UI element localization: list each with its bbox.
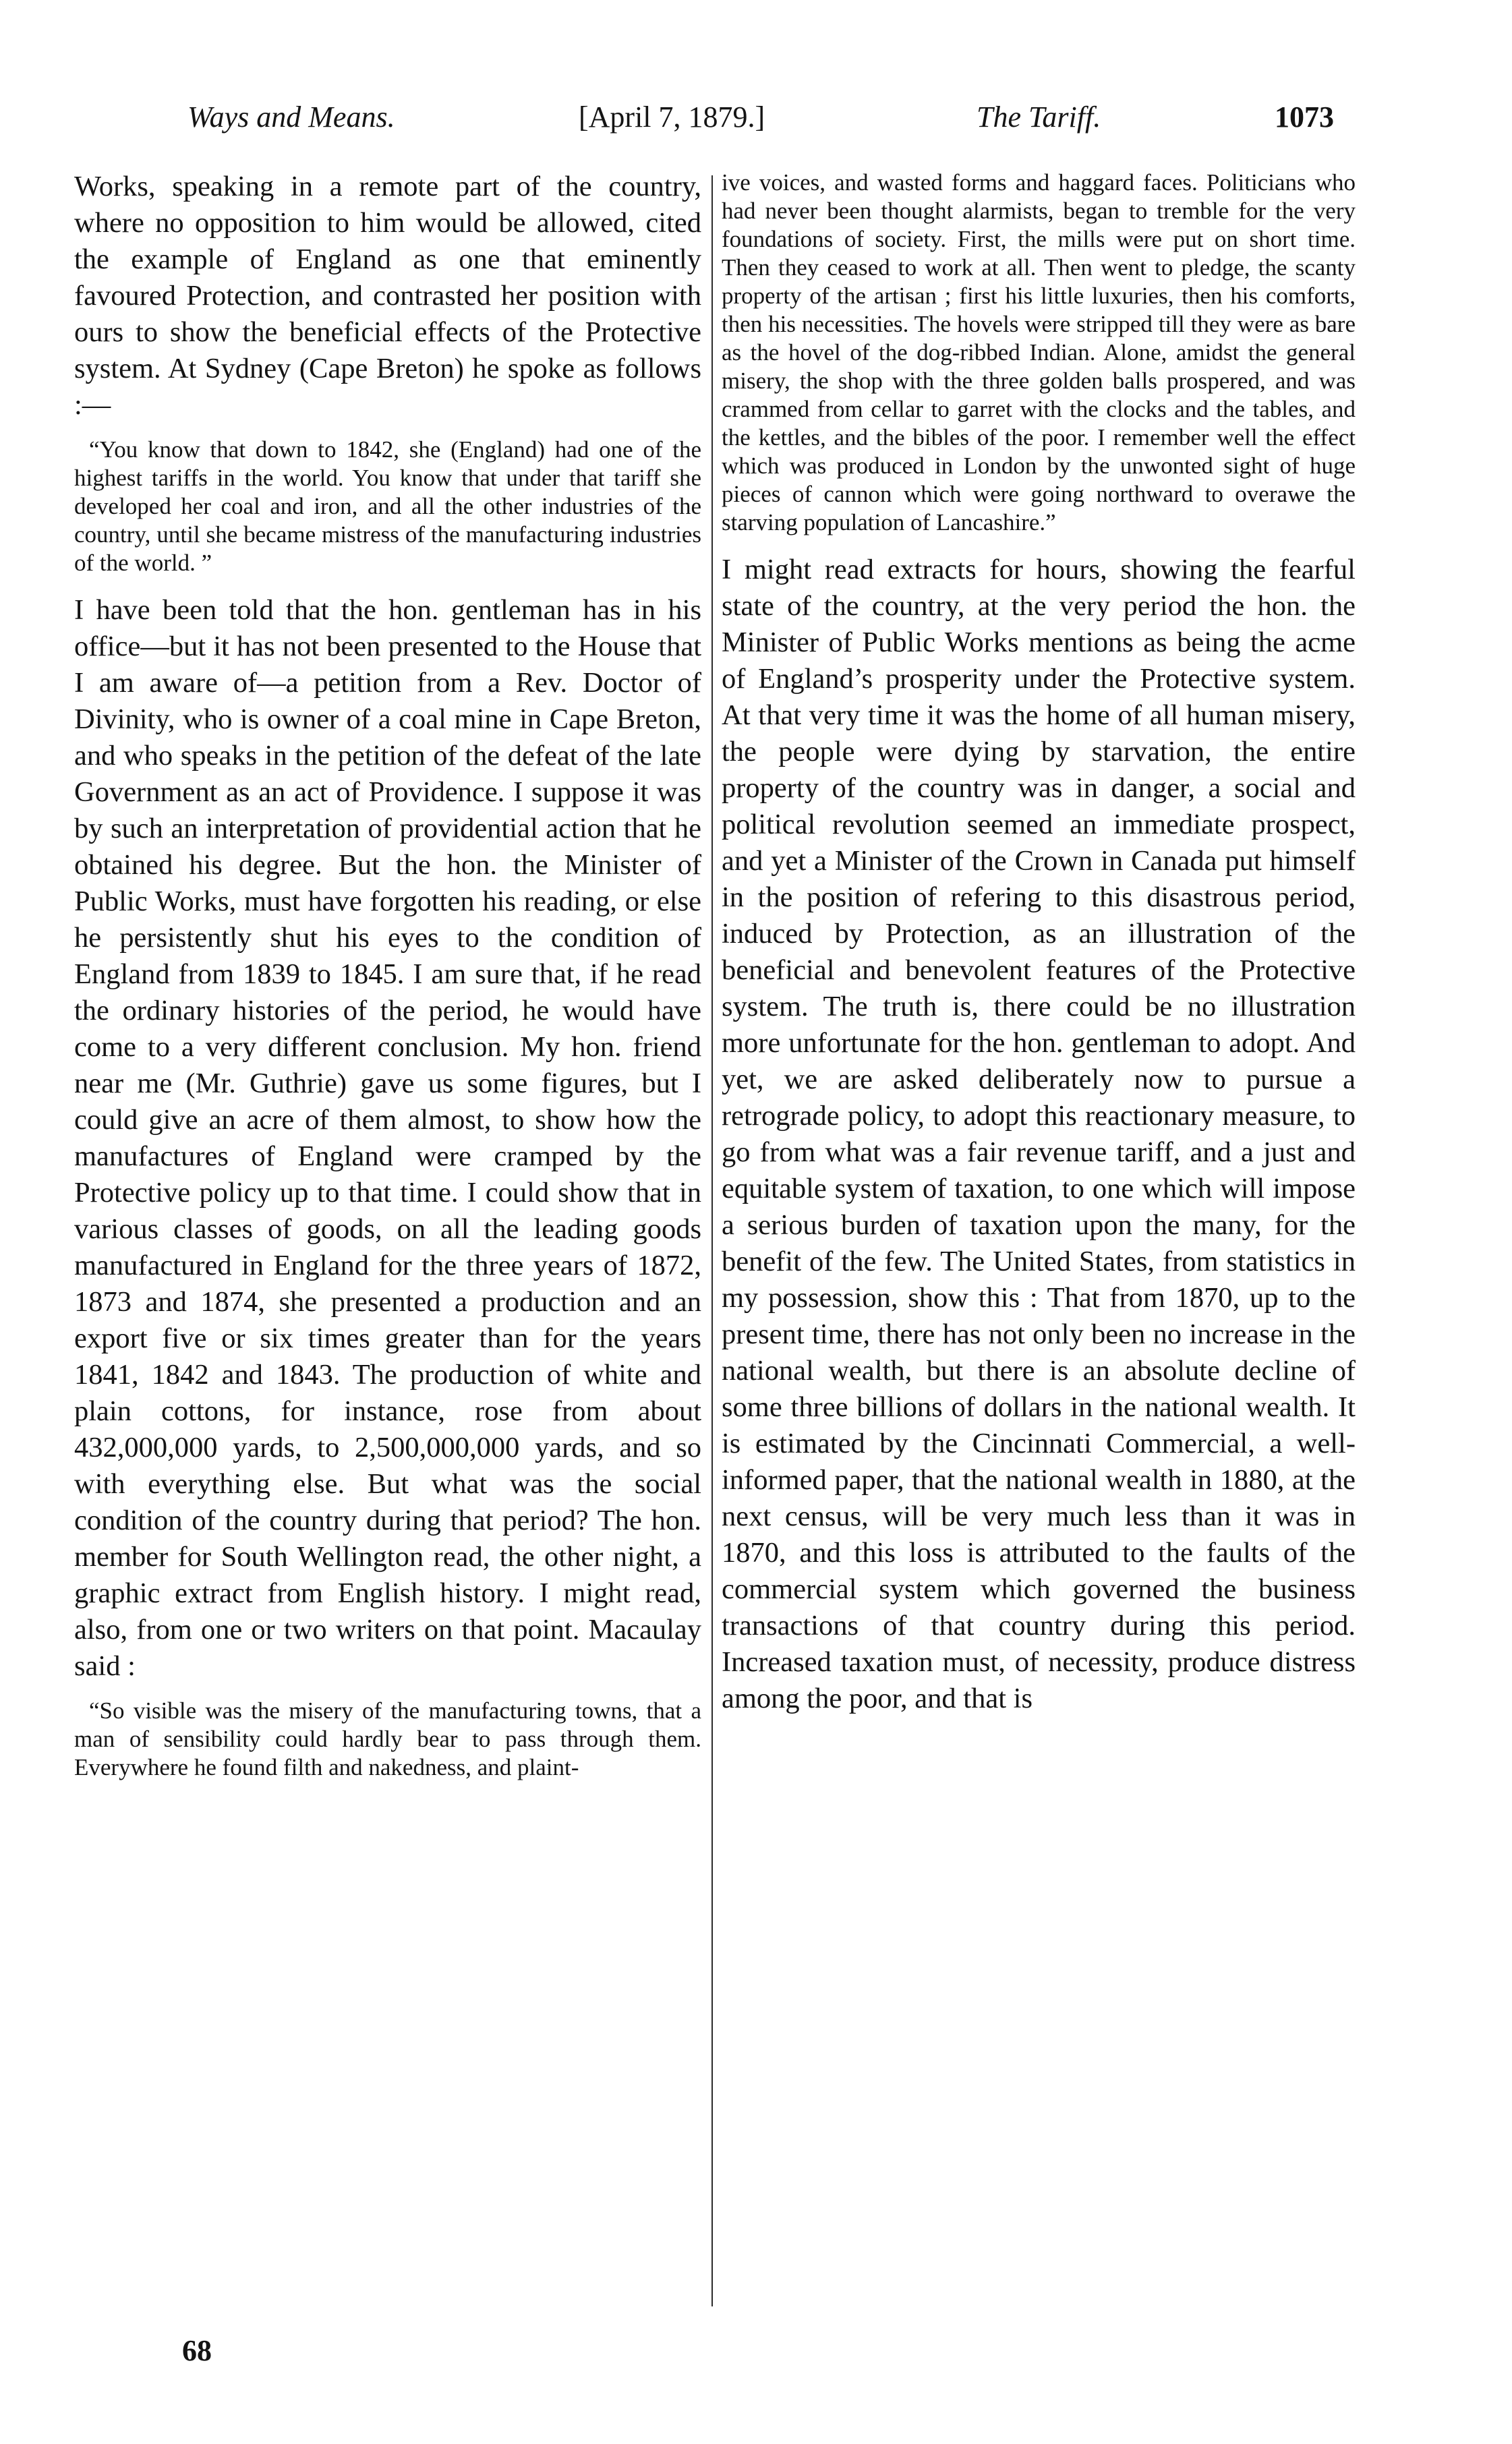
paragraph: I might read extracts for hours, showing the fearful state of the country, at the very period the hon. the Minister of Public Works mentions as being the acme of England’s prosperity under the Protective system. At that very time it was the home of all human misery, the people were dying by starvation, the entire property of the country was in danger, a social and political revolution seemed an immediate prospect, and yet a Minister of the Crown in Canada put himself in the position of refering to this disastrous period, induced by Protection, as an illustration of the beneficial and benevolent features of the Protective system. The truth is, there could be no illustration more unfortunate for the hon. gentleman to adopt. And yet, we are asked deliberately now to pursue a retrograde policy, to adopt this reactionary measure, to go from what was a fair revenue tariff, and a just and equitable system of taxation, to one which will impose a serious burden of taxation upon the many, for the benefit of the few. The United States, from statistics in my possession, show this : That from 1870, up to the present time, there has not only been no increase in the national wealth, but there is an absolute decline of some three billions of dollars in the national wealth. It is estimated by the Cincinnati Commercial, a well-informed paper, that the national wealth in 1880, at the next census, will be very much less than it was in 1870, and this loss is attributed to the faults of the commercial system which governed the business transactions of that country during this period. Increased taxation must, of necessity, produce distress among the poor, and that is bbox=[722, 554, 1356, 1714]
running-header bbox=[174, 100, 1334, 143]
block-quote: “So visible was the misery of the manufacturing towns, that a man of sensibility could hardly bear to pass through them. Everywhere he found filth and nakedness, and plaint- bbox=[74, 1697, 701, 1780]
paragraph: Works, speaking in a remote part of the country, where no opposition to him would be allowed, cited the example of England as one that eminently favoured Protection, and contrasted her position with ours to show the beneficial effects of the Protective system. At Sydney (Cape Breton) he spoke as follows :— bbox=[74, 171, 701, 421]
block-quote-continued: ive voices, and wasted forms and haggard faces. Politicians who had never been thought alarmists, began to tremble for the very foundations of society. First, the mills were put on short time. Then they ceased to work at all. Then went to pledge, the scanty property of the artisan ; first his little luxuries, then his comforts, then his necessities. The hovels were stripped till they were as bare as the hovel of the dog-ribbed Indian. Alone, amidst the general misery, the shop with the three golden balls prospered, and was crammed from cellar to garret with the clocks and the tables, and the kettles, and the bibles of the poor. I remember well the effect which was produced in London by the unwonted sight of huge pieces of cannon which were going northward to overawe the starving population of Lancashire.” bbox=[722, 169, 1356, 535]
column-divider bbox=[711, 175, 713, 2306]
right-column bbox=[722, 169, 1356, 1717]
header-subject: The Tariff. bbox=[977, 100, 1101, 134]
header-section-title: Ways and Means. bbox=[187, 100, 395, 134]
header-date: [April 7, 1879.] bbox=[579, 100, 765, 134]
left-column bbox=[74, 169, 701, 1797]
footer-page-number: 68 bbox=[182, 2334, 212, 2367]
block-quote: “You know that down to 1842, she (England) had one of the highest tariffs in the world. You know that under that tariff she developed her coal and iron, and all the other industries of the country, until she became mistress of the manufacturing industries of the world. ” bbox=[74, 436, 701, 576]
paragraph: I have been told that the hon. gentleman has in his office—but it has not been presented to the House that I am aware of—a petition from a Rev. Doctor of Divinity, who is owner of a coal mine in Cape Breton, and who speaks in the petition of the defeat of the late Government as an act of Providence. I suppose it was by such an interpretation of providential action that he obtained his degree. But the hon. the Minister of Public Works, must have forgotten his reading, or else he persistently shut his eyes to the condition of England from 1839 to 1845. I am sure that, if he read the ordinary histories of the period, he would have come to a very different conclusion. My hon. friend near me (Mr. Guthrie) gave us some figures, but I could give an acre of them almost, to show how the manufactures of England were cramped by the Protective policy up to that time. I could show that in various classes of goods, on all the leading goods manufactured in England for the three years of 1872, 1873 and 1874, she presented a production and an export five or six times greater than for the years 1841, 1842 and 1843. The production of white and plain cottons, for instance, rose from about 432,000,000 yards, to 2,500,000,000 yards, and so with everything else. But what was the social condition of the country during that period? The hon. member for South Wellington read, the other night, a graphic extract from English history. I might read, also, from one or two writers on that point. Macaulay said : bbox=[74, 594, 701, 1682]
header-page-number: 1073 bbox=[1275, 100, 1334, 134]
